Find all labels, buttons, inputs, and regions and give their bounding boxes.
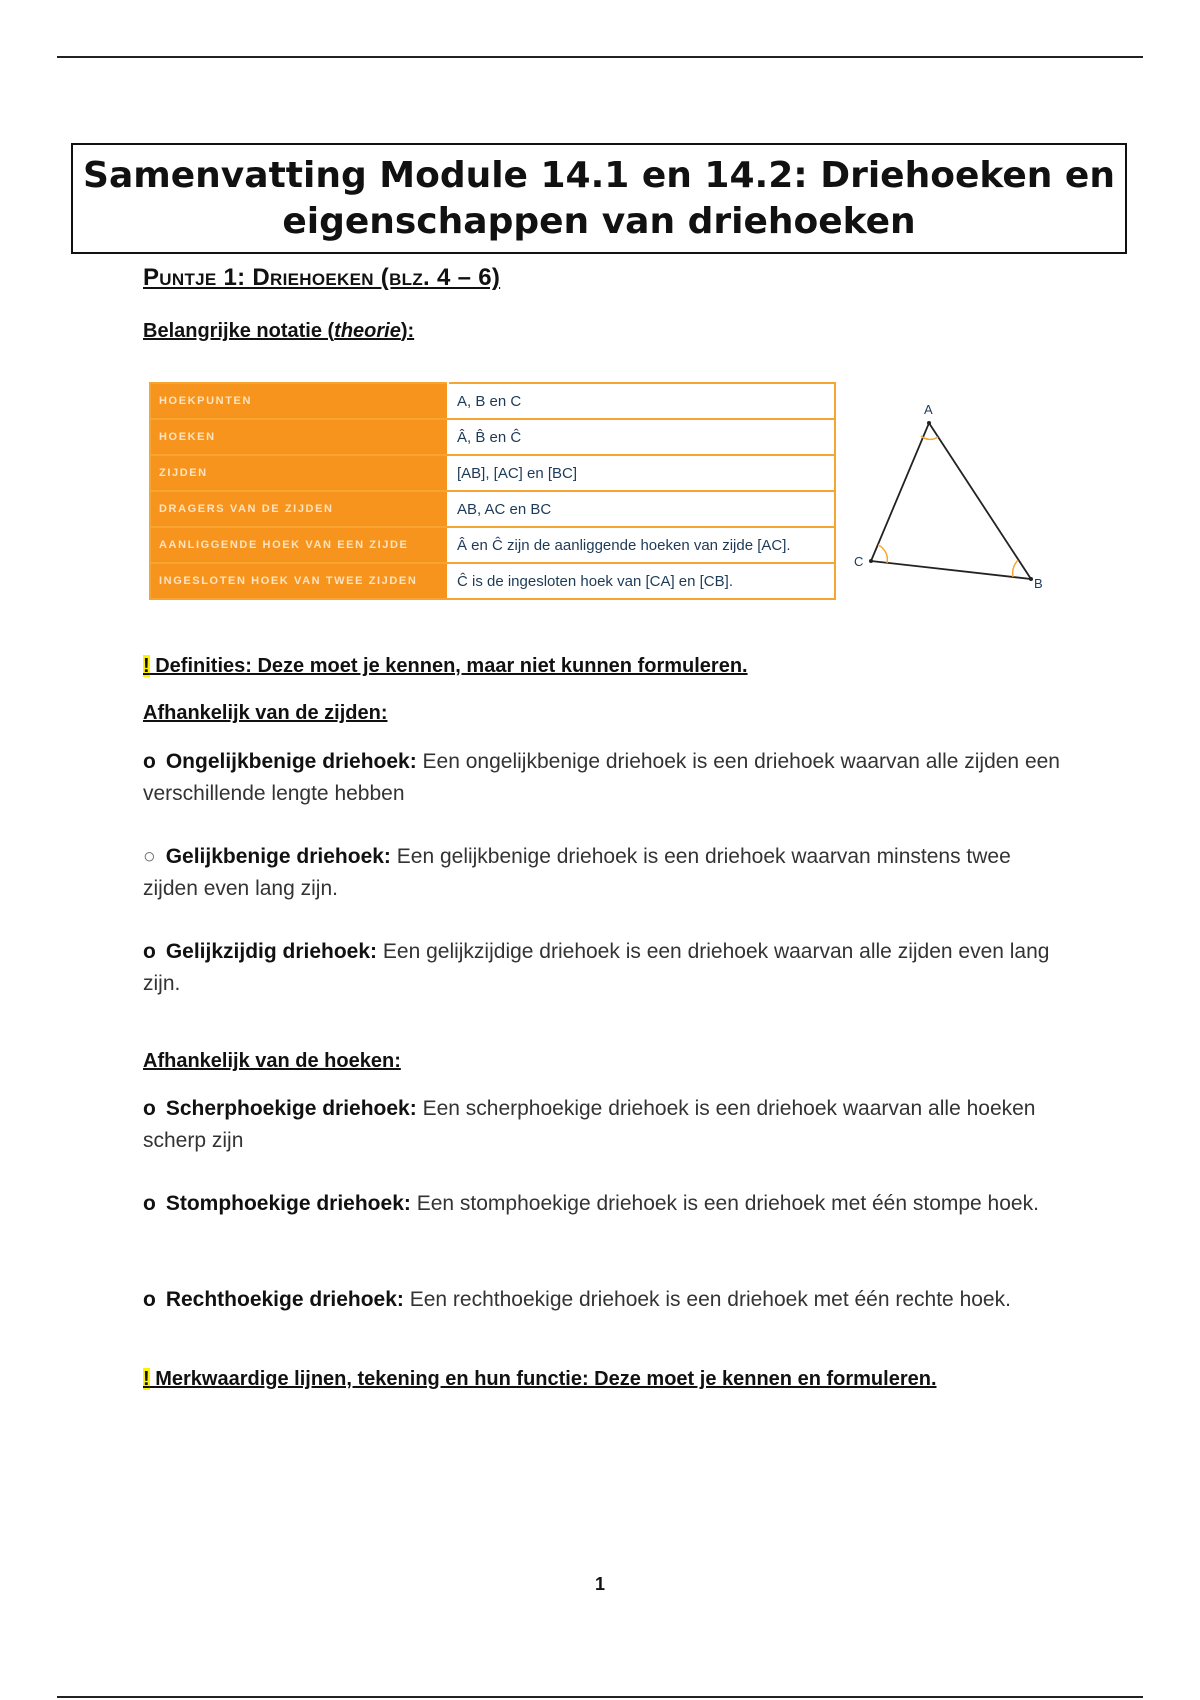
angles-heading: Afhankelijk van de hoeken: xyxy=(143,1050,401,1072)
definition-item xyxy=(143,936,1063,1000)
table-key: AANLIGGENDE HOEK VAN EEN ZIJDE xyxy=(150,527,448,563)
definition-text: Een scherphoekige driehoek is een driehoek waarvan alle hoeken scherp zijn xyxy=(143,1097,1036,1152)
warning-mark: ! xyxy=(143,1368,150,1390)
warning-text: Definities: Deze moet je kennen, maar niet kunnen formuleren. xyxy=(149,655,748,677)
table-row xyxy=(150,383,835,419)
definition-item xyxy=(143,1188,1063,1220)
table-row xyxy=(150,491,835,527)
header-rule xyxy=(57,56,1143,58)
title-box xyxy=(71,143,1127,254)
vertex-label-a: A xyxy=(924,402,933,417)
notation-table xyxy=(149,382,836,600)
table-row xyxy=(150,527,835,563)
table-value: AB, AC en BC xyxy=(448,491,835,527)
section-heading: Puntje 1: Driehoeken (blz. 4 – 6) xyxy=(143,264,501,291)
definition-item xyxy=(143,841,1063,905)
definition-term: Gelijkzijdig driehoek: xyxy=(165,940,378,963)
bullet: o xyxy=(143,750,156,773)
table-key: DRAGERS VAN DE ZIJDEN xyxy=(150,491,448,527)
vertex-label-b: B xyxy=(1034,576,1043,591)
table-value: Â, B̂ en Ĉ xyxy=(448,419,835,455)
angle-arc-b xyxy=(1013,560,1018,577)
table-value: Â en Ĉ zijn de aanliggende hoeken van zijde [AC]. xyxy=(448,527,835,563)
table-key: ZIJDEN xyxy=(150,455,448,491)
definition-text: Een gelijkbenige driehoek is een driehoek waarvan minstens twee zijden even lang zijn. xyxy=(143,845,1011,900)
notation-heading-emphasis: theorie xyxy=(334,320,401,342)
page-number: 1 xyxy=(594,1574,605,1594)
vertex-b xyxy=(1029,577,1033,581)
table-key: HOEKPUNTEN xyxy=(150,383,448,419)
table-row xyxy=(150,419,835,455)
definition-text: Een rechthoekige driehoek is een driehoek met één rechte hoek. xyxy=(403,1288,1011,1311)
definition-item xyxy=(143,1093,1063,1157)
notation-heading-prefix: Belangrijke notatie ( xyxy=(143,320,335,342)
notation-heading xyxy=(143,320,414,343)
definition-item xyxy=(143,746,1063,810)
table-key: INGESLOTEN HOEK VAN TWEE ZIJDEN xyxy=(150,563,448,599)
bullet: ○ xyxy=(143,845,156,868)
definition-term: Gelijkbenige driehoek: xyxy=(165,845,391,868)
definition-text: Een gelijkzijdige driehoek is een driehoek waarvan alle zijden even lang zijn. xyxy=(143,940,1050,995)
vertex-c xyxy=(869,559,873,563)
warning-mark: ! xyxy=(143,655,150,677)
lines-warning xyxy=(143,1368,937,1391)
table-row xyxy=(150,455,835,491)
vertex-a xyxy=(927,421,931,425)
document-title: Samenvatting Module 14.1 en 14.2: Driehoeken en eigenschappen van driehoeken xyxy=(83,154,1115,242)
angle-arc-c xyxy=(878,545,887,563)
definition-term: Rechthoekige driehoek: xyxy=(165,1288,404,1311)
bullet: o xyxy=(143,1192,156,1215)
bullet: o xyxy=(143,940,156,963)
table-key: HOEKEN xyxy=(150,419,448,455)
table-value: A, B en C xyxy=(448,383,835,419)
definition-term: Stomphoekige driehoek: xyxy=(165,1192,411,1215)
sides-heading: Afhankelijk van de zijden: xyxy=(143,702,388,724)
bullet: o xyxy=(143,1288,156,1311)
notation-heading-suffix: ): xyxy=(400,320,415,342)
table-row xyxy=(150,563,835,599)
definition-text: Een ongelijkbenige driehoek is een driehoek waarvan alle zijden een verschillende lengte hebben xyxy=(143,750,1060,805)
table-value: [AB], [AC] en [BC] xyxy=(448,455,835,491)
definitions-warning xyxy=(143,655,748,678)
table-value: Ĉ is de ingesloten hoek van [CA] en [CB]. xyxy=(448,563,835,599)
definition-text: Een stomphoekige driehoek is een driehoek met één stompe hoek. xyxy=(410,1192,1039,1215)
definition-term: Scherphoekige driehoek: xyxy=(165,1097,417,1120)
vertex-label-c: C xyxy=(854,554,864,569)
triangle-shape xyxy=(871,423,1031,579)
triangle-diagram xyxy=(848,396,1048,596)
definition-term: Ongelijkbenige driehoek: xyxy=(165,750,417,773)
bullet: o xyxy=(143,1097,156,1120)
definition-item xyxy=(143,1284,1063,1316)
footer-rule xyxy=(57,1696,1143,1698)
warning-text: Merkwaardige lijnen, tekening en hun functie: Deze moet je kennen en formuleren. xyxy=(149,1368,937,1390)
